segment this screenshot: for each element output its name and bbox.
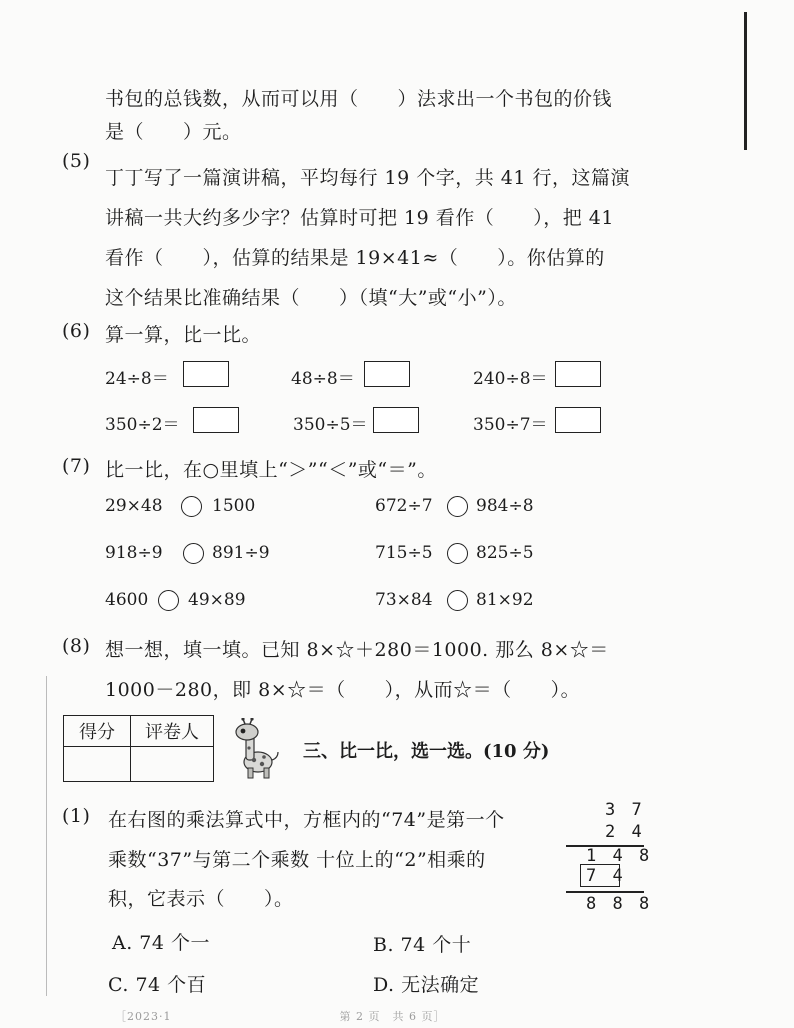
compare-circle[interactable] <box>183 543 204 564</box>
q4-line2: 是（ ）元。 <box>105 121 242 143</box>
q6-expr-2: 48÷8＝ <box>291 369 355 389</box>
q7-right-2: 984÷8 <box>476 496 534 516</box>
answer-box[interactable] <box>555 361 601 387</box>
grader-header: 评卷人 <box>131 716 214 747</box>
q8-number: (8) <box>62 635 91 657</box>
q5-line2: 讲稿一共大约多少字？估算时可把 19 看作（ ），把 41 <box>105 207 614 229</box>
page-edge-line <box>744 12 747 150</box>
mult-row-multiplier: 2 4 <box>605 822 645 842</box>
q6-number: (6) <box>62 320 91 342</box>
answer-box[interactable] <box>364 361 410 387</box>
q7-number: (7) <box>62 455 91 477</box>
answer-box[interactable] <box>183 361 229 387</box>
q6-expr-1: 24÷8＝ <box>105 369 169 389</box>
mc1-line3: 积，它表示（ ）。 <box>108 888 294 910</box>
q7-right-1: 1500 <box>212 496 256 516</box>
option-a[interactable]: A. 74 个一 <box>112 932 211 954</box>
compare-circle[interactable] <box>447 543 468 564</box>
compare-circle[interactable] <box>181 496 202 517</box>
q5-line4: 这个结果比准确结果（ ）（填“大”或“小”）。 <box>105 287 517 309</box>
q7-right-6: 81×92 <box>476 590 534 610</box>
option-d[interactable]: D. 无法确定 <box>373 974 480 996</box>
score-table <box>63 715 214 782</box>
giraffe-mascot-icon <box>228 718 282 780</box>
answer-box[interactable] <box>555 407 601 433</box>
q6-expr-3: 240÷8＝ <box>473 369 548 389</box>
answer-box[interactable] <box>193 407 239 433</box>
q7-left-5: 4600 <box>105 590 149 610</box>
section-3-title: 三、比一比，选一选。(10 分) <box>303 741 550 762</box>
compare-circle[interactable] <box>447 590 468 611</box>
option-b[interactable]: B. 74 个十 <box>373 934 472 956</box>
q7-right-4: 825÷5 <box>476 543 534 563</box>
q6-expr-5: 350÷5＝ <box>293 415 368 435</box>
mc1-line1: 在右图的乘法算式中，方框内的“74”是第一个 <box>108 809 505 831</box>
q8-line2: 1000－280，即 8×☆＝（ ），从而☆＝（ ）。 <box>105 679 581 701</box>
score-header: 得分 <box>64 716 131 747</box>
q7-left-3: 918÷9 <box>105 543 163 563</box>
mult-row-partial-2: 7 4 <box>586 866 626 886</box>
q5-line3: 看作（ ），估算的结果是 19×41≈（ ）。你估算的 <box>105 247 605 269</box>
mult-row-multiplicand: 3 7 <box>605 800 645 820</box>
mult-row-product: 8 8 8 <box>586 894 653 914</box>
q6-title: 算一算，比一比。 <box>105 324 262 346</box>
q6-expr-4: 350÷2＝ <box>105 415 180 435</box>
score-cell[interactable] <box>64 747 131 782</box>
option-c[interactable]: C. 74 个百 <box>108 974 207 996</box>
page-footer: ［2023·1 第 2 页 共 6 页］ <box>115 1010 446 1023</box>
mult-row-partial-1: 1 4 8 <box>586 846 653 866</box>
q7-right-5: 49×89 <box>188 590 246 610</box>
q5-line1: 丁丁写了一篇演讲稿，平均每行 19 个字，共 41 行，这篇演 <box>105 167 631 189</box>
q7-right-3: 891÷9 <box>212 543 270 563</box>
q4-line1: 书包的总钱数，从而可以用（ ）法求出一个书包的价钱 <box>105 88 613 110</box>
q7-left-6: 73×84 <box>375 590 433 610</box>
mc1-line2: 乘数“37”与第二个乘数 十位上的“2”相乘的 <box>108 849 486 871</box>
grader-cell[interactable] <box>131 747 214 782</box>
compare-circle[interactable] <box>158 590 179 611</box>
q7-left-1: 29×48 <box>105 496 163 516</box>
answer-box[interactable] <box>373 407 419 433</box>
q5-number: (5) <box>62 150 91 172</box>
q7-left-4: 715÷5 <box>375 543 433 563</box>
q6-expr-6: 350÷7＝ <box>473 415 548 435</box>
q7-left-2: 672÷7 <box>375 496 433 516</box>
binding-margin-line <box>46 676 47 996</box>
q7-title: 比一比，在○里填上“＞”“＜”或“＝”。 <box>105 459 437 481</box>
mc1-number: (1) <box>62 805 91 827</box>
compare-circle[interactable] <box>447 496 468 517</box>
q8-line1: 想一想，填一填。已知 8×☆＋280＝1000. 那么 8×☆＝ <box>105 639 609 661</box>
mult-line-bottom <box>566 891 644 893</box>
